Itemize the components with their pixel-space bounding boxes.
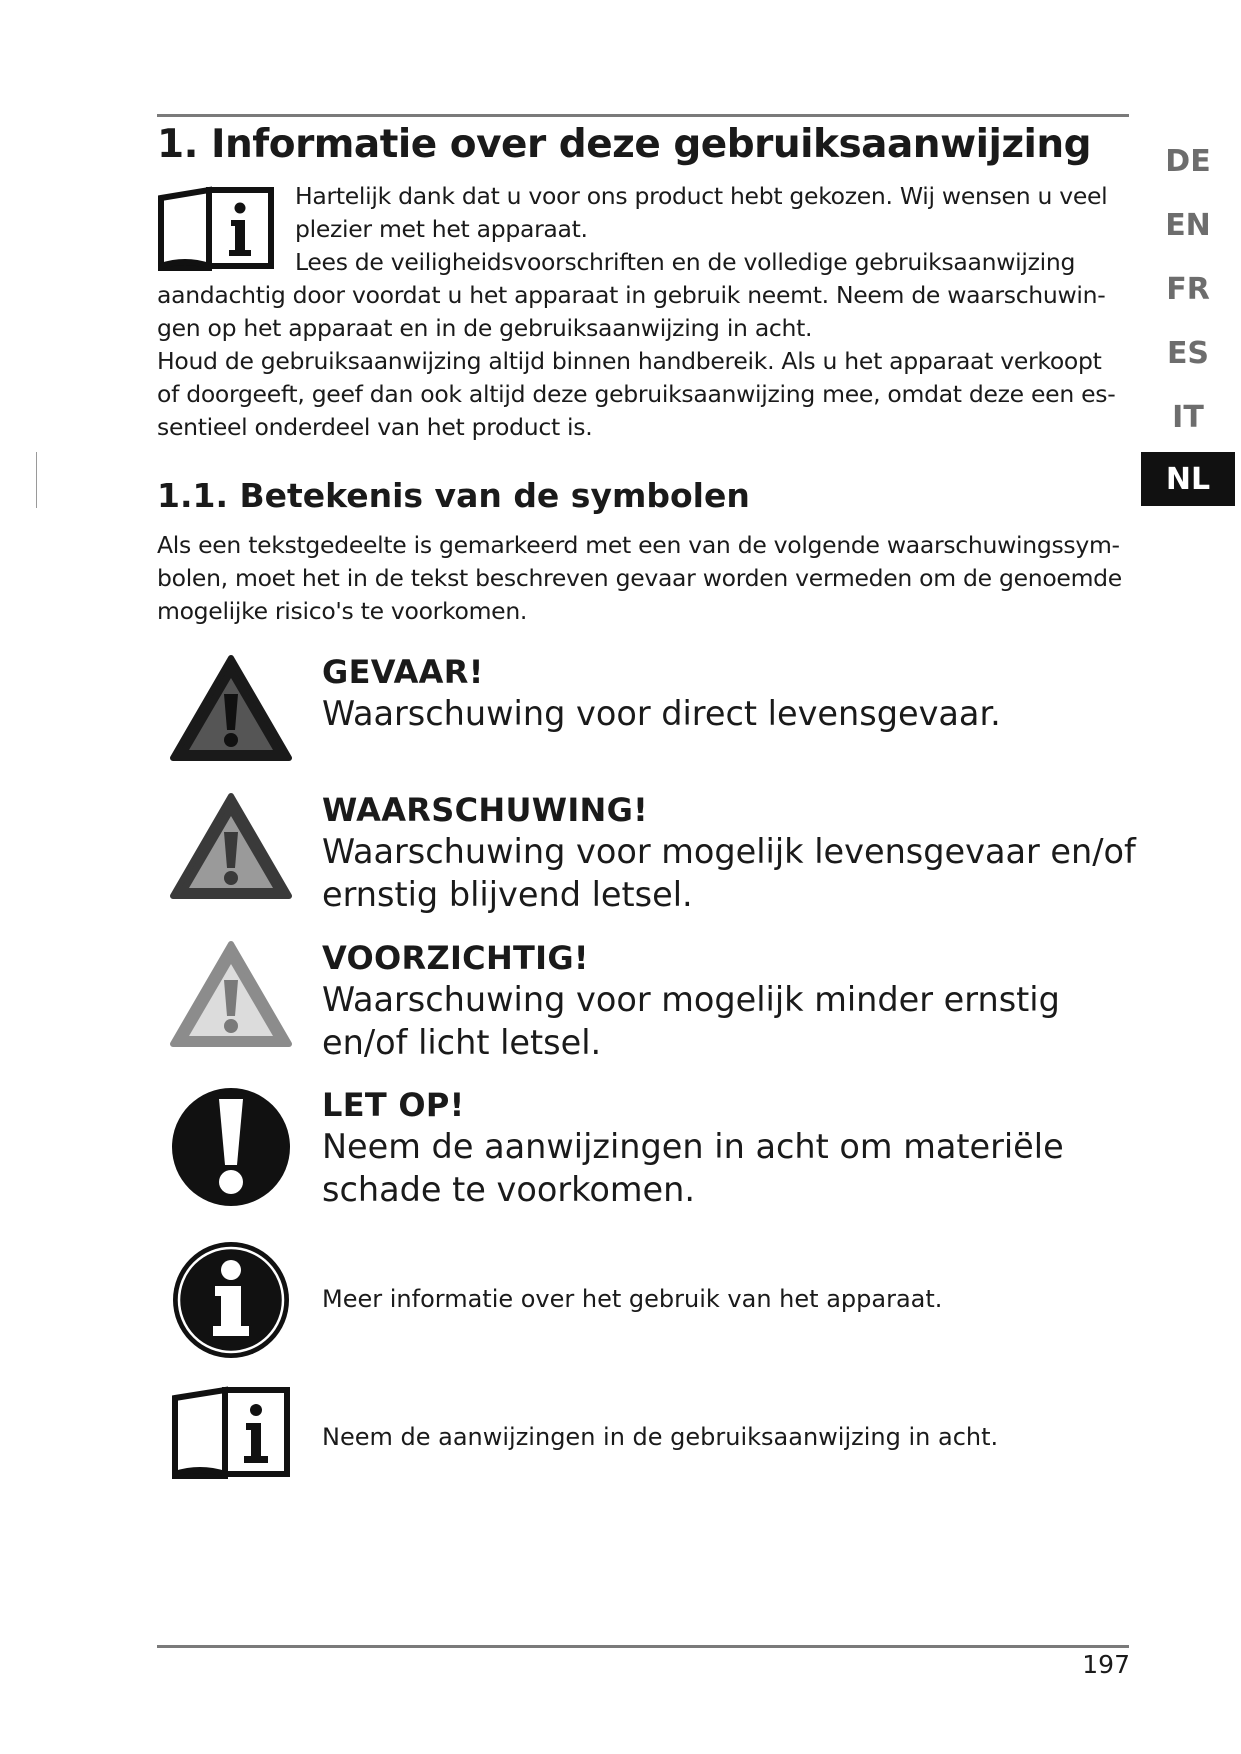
language-tab-es[interactable]: ES	[1166, 335, 1210, 371]
danger-triangle-icon	[169, 652, 293, 776]
info-circle-icon	[169, 1238, 293, 1362]
intro-thanks: Hartelijk dank dat u voor ons product hebt gekozen. Wij wensen u veel plezier met het apparaat.	[295, 182, 1108, 243]
notice-exclamation-circle-icon	[169, 1085, 293, 1209]
manual-book-icon	[169, 1380, 293, 1504]
language-tab-fr[interactable]: FR	[1166, 271, 1210, 307]
page-number: 197	[1082, 1650, 1130, 1679]
symbol-description: Neem de aanwijzingen in acht om materiële schade te voorkomen.	[322, 1127, 1064, 1209]
symbol-description: Neem de aanwijzingen in de gebruiksaanwijzing in acht.	[322, 1423, 999, 1451]
language-tab-en[interactable]: EN	[1165, 207, 1211, 243]
intro-read-instructions: Lees de veiligheidsvoorschriften en de volledige gebruiksaanwijzing aandachtig door voordat u het apparaat in gebruik neemt. Neem de waarschuwin-gen op het apparaat en in de gebruiksaanwijzing in acht.	[157, 248, 1106, 342]
symbol-description: Waarschuwing voor mogelijk levensgevaar en/of ernstig blijvend letsel.	[322, 832, 1136, 914]
symbol-title: WAARSCHUWING!	[322, 791, 649, 829]
language-tab-de[interactable]: DE	[1165, 143, 1211, 179]
symbol-title: LET OP!	[322, 1086, 465, 1124]
language-tab-it[interactable]: IT	[1172, 399, 1204, 435]
top-rule	[157, 114, 1129, 117]
caution-triangle-icon	[169, 938, 293, 1062]
bottom-rule	[157, 1645, 1129, 1648]
symbol-description: Waarschuwing voor direct levensgevaar.	[322, 694, 1001, 733]
symbol-description: Waarschuwing voor mogelijk minder ernstig en/of licht letsel.	[322, 980, 1060, 1062]
page-title: 1. Informatie over deze gebruiksaanwijzing	[157, 122, 1092, 167]
intro-block	[157, 180, 1117, 444]
warning-triangle-icon	[169, 790, 293, 914]
intro-keep-manual: Houd de gebruiksaanwijzing altijd binnen handbereik. Als u het apparaat verkoopt of doorgeeft, geef dan ook altijd deze gebruiksaanwijzing mee, omdat deze een es-sentieel onderdeel van het product is.	[157, 347, 1116, 441]
manual-book-icon	[157, 184, 277, 274]
language-tab-nl[interactable]: NL	[1141, 452, 1235, 506]
section-text: Als een tekstgedeelte is gemarkeerd met een van de volgende waarschuwingssym-bolen, moet het in de tekst beschreven gevaar worden vermeden om de genoemde mogelijke risico's te voorkomen.	[157, 531, 1122, 625]
symbol-title: VOORZICHTIG!	[322, 939, 589, 977]
section-heading: 1.1. Betekenis van de symbolen	[157, 476, 750, 515]
symbol-title: GEVAAR!	[322, 653, 484, 691]
margin-mark	[36, 452, 37, 508]
symbol-description: Meer informatie over het gebruik van het apparaat.	[322, 1285, 943, 1313]
